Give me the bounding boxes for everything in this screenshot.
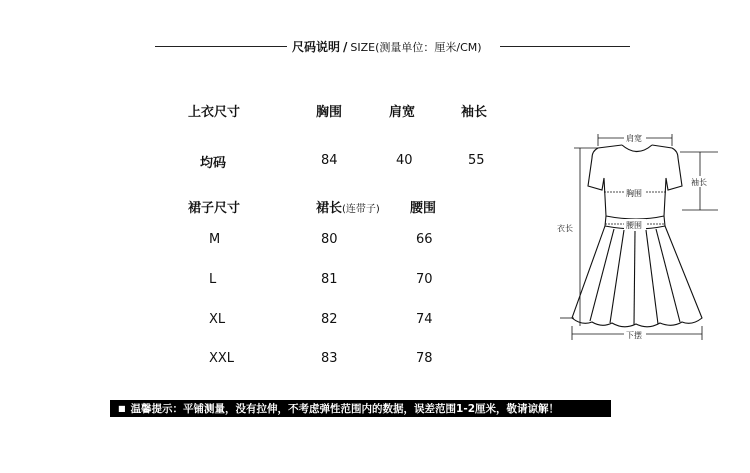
measure-labels (556, 132, 710, 340)
skirt-header-waist: 腰围 (410, 201, 437, 216)
skirt-row-length: 82 (321, 312, 338, 327)
skirt-row-length: 83 (321, 351, 338, 366)
skirt-row-waist: 74 (416, 312, 433, 327)
top-header-sleeve: 袖长 (461, 105, 488, 120)
top-table-label: 上衣尺寸 (188, 105, 241, 120)
top-row-sleeve: 55 (468, 153, 485, 168)
label-waist: 腰围 (626, 221, 642, 230)
label-chest: 胸围 (626, 189, 642, 198)
top-row-chest: 84 (321, 153, 338, 168)
skirt-row-length: 81 (321, 272, 338, 287)
title-slash: / (343, 40, 348, 54)
label-sleeve: 袖长 (691, 178, 707, 187)
skirt-header-length-label: 裙长 (316, 201, 343, 216)
skirt-row-size: XXL (209, 351, 235, 366)
skirt-header-length-note: (连带子) (342, 204, 380, 215)
top-header-chest: 胸围 (316, 105, 343, 120)
footer-bullet: ■ (118, 404, 126, 413)
top-header-shoulder: 肩宽 (389, 105, 416, 120)
dress-diagram (552, 128, 728, 348)
footer-text: 温馨提示：平铺测量，没有拉伸，不考虑弹性范围内的数据，误差范围1-2厘米，敬请谅解！ (130, 403, 560, 415)
dress-outline (572, 145, 702, 327)
skirt-row-waist: 78 (416, 351, 433, 366)
measure-lines (560, 134, 718, 340)
skirt-row-size: XL (209, 312, 226, 327)
page-title (292, 38, 482, 55)
skirt-row-length: 80 (321, 232, 338, 247)
top-row-shoulder: 40 (396, 153, 413, 168)
label-shoulder: 肩宽 (626, 134, 642, 143)
skirt-row-waist: 66 (416, 232, 433, 247)
skirt-table-label: 裙子尺寸 (188, 201, 241, 216)
title-rule-left (155, 46, 287, 47)
skirt-header-length (316, 197, 380, 216)
title-main: 尺码说明 (292, 40, 341, 54)
title-rule-right (500, 46, 630, 47)
skirt-row-size: M (209, 232, 221, 247)
skirt-row-size: L (209, 272, 217, 287)
top-row-size: 均码 (200, 156, 227, 171)
skirt-row-waist: 70 (416, 272, 433, 287)
title-sub: SIZE(测量单位：厘米/CM) (350, 41, 482, 54)
label-hem: 下摆 (626, 331, 642, 340)
footer-notice (110, 400, 611, 417)
label-length: 衣长 (557, 224, 573, 233)
